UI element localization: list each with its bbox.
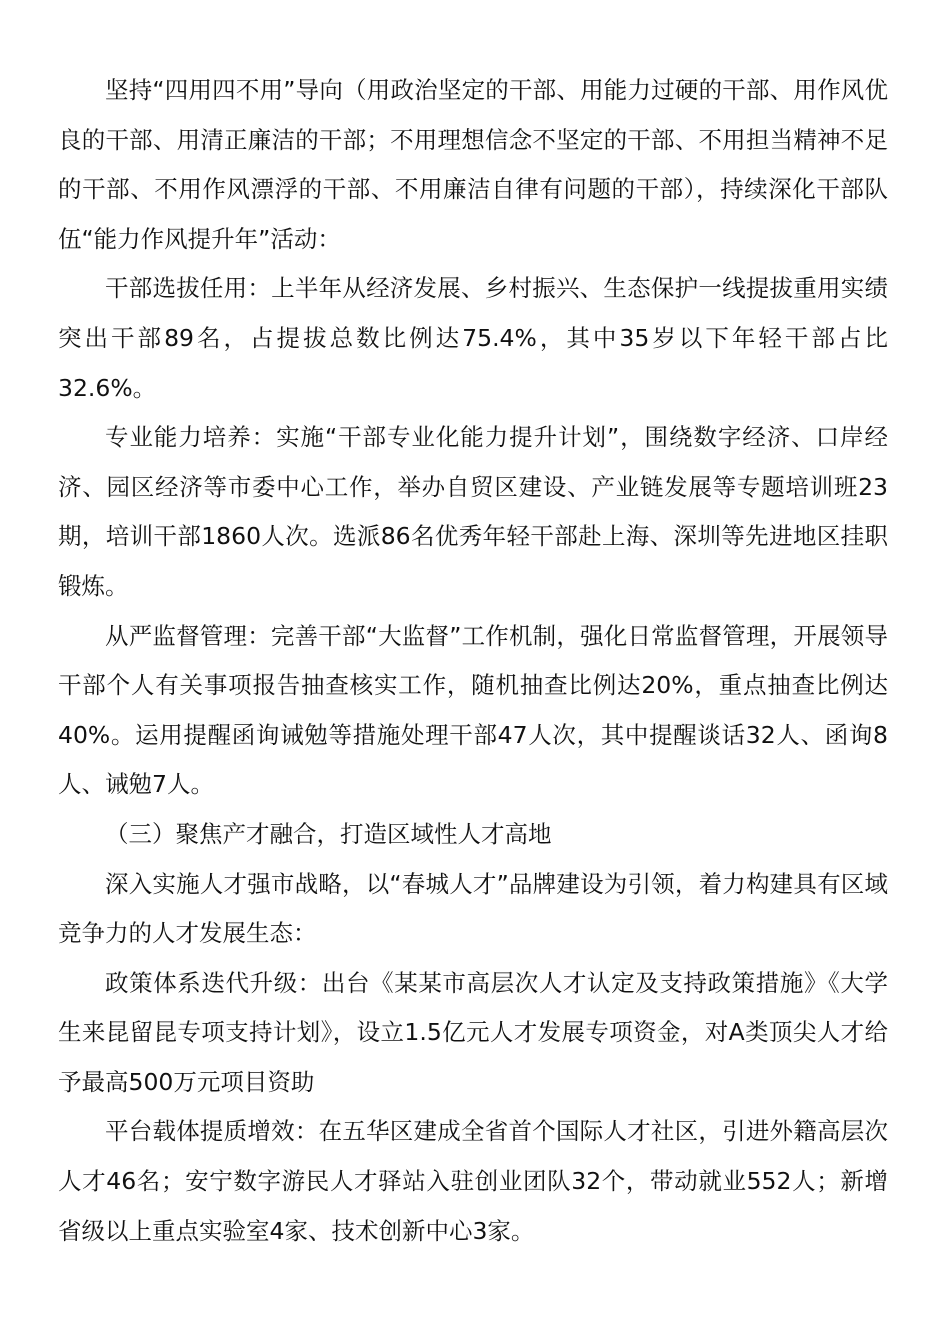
section-heading-talent: （三）聚焦产才融合，打造区域性人才高地 xyxy=(105,819,552,848)
paragraph-cadre-orientation: 坚持“四用四不用”导向（用政治坚定的干部、用能力过硬的干部、用作风优良的干部、用清正廉洁的干部；不用理想信念不坚定的干部、不用担当精神不足的干部、不用作风漂浮的干部、不用廉洁自律有问题的干部），持续深化干部队伍“能力作风提升年”活动： xyxy=(58,76,888,253)
paragraph-talent-strategy: 深入实施人才强市战略，以“春城人才”品牌建设为引领，着力构建具有区域竞争力的人才发展生态： xyxy=(58,869,888,948)
paragraph-cadre-selection: 干部选拔任用：上半年从经济发展、乡村振兴、生态保护一线提拔重用实绩突出干部89名，占提拔总数比例达75.4%，其中35岁以下年轻干部占比32.6%。 xyxy=(58,274,888,402)
document-body xyxy=(58,66,888,1256)
paragraph-supervision: 从严监督管理：完善干部“大监督”工作机制，强化日常监督管理，开展领导干部个人有关事项报告抽查核实工作，随机抽查比例达20%，重点抽查比例达40%。运用提醒函询诫勉等措施处理干部47人次，其中提醒谈话32人、函询8人、诫勉7人。 xyxy=(58,621,888,799)
paragraph-platform-carrier: 平台载体提质增效：在五华区建成全省首个国际人才社区，引进外籍高层次人才46名；安宁数字游民人才驿站入驻创业团队32个，带动就业552人；新增省级以上重点实验室4家、技术创新中心3家。 xyxy=(58,1117,888,1245)
paragraph-policy-system: 政策体系迭代升级：出台《某某市高层次人才认定及支持政策措施》《大学生来昆留昆专项支持计划》，设立1.5亿元人才发展专项资金，对A类顶尖人才给予最高500万元项目资助 xyxy=(58,968,888,1096)
paragraph-professional-training: 专业能力培养：实施“干部专业化能力提升计划”，围绕数字经济、口岸经济、园区经济等市委中心工作，举办自贸区建设、产业链发展等专题培训班23期，培训干部1860人次。选派86名优秀年轻干部赴上海、深圳等先进地区挂职锻炼。 xyxy=(58,423,888,600)
